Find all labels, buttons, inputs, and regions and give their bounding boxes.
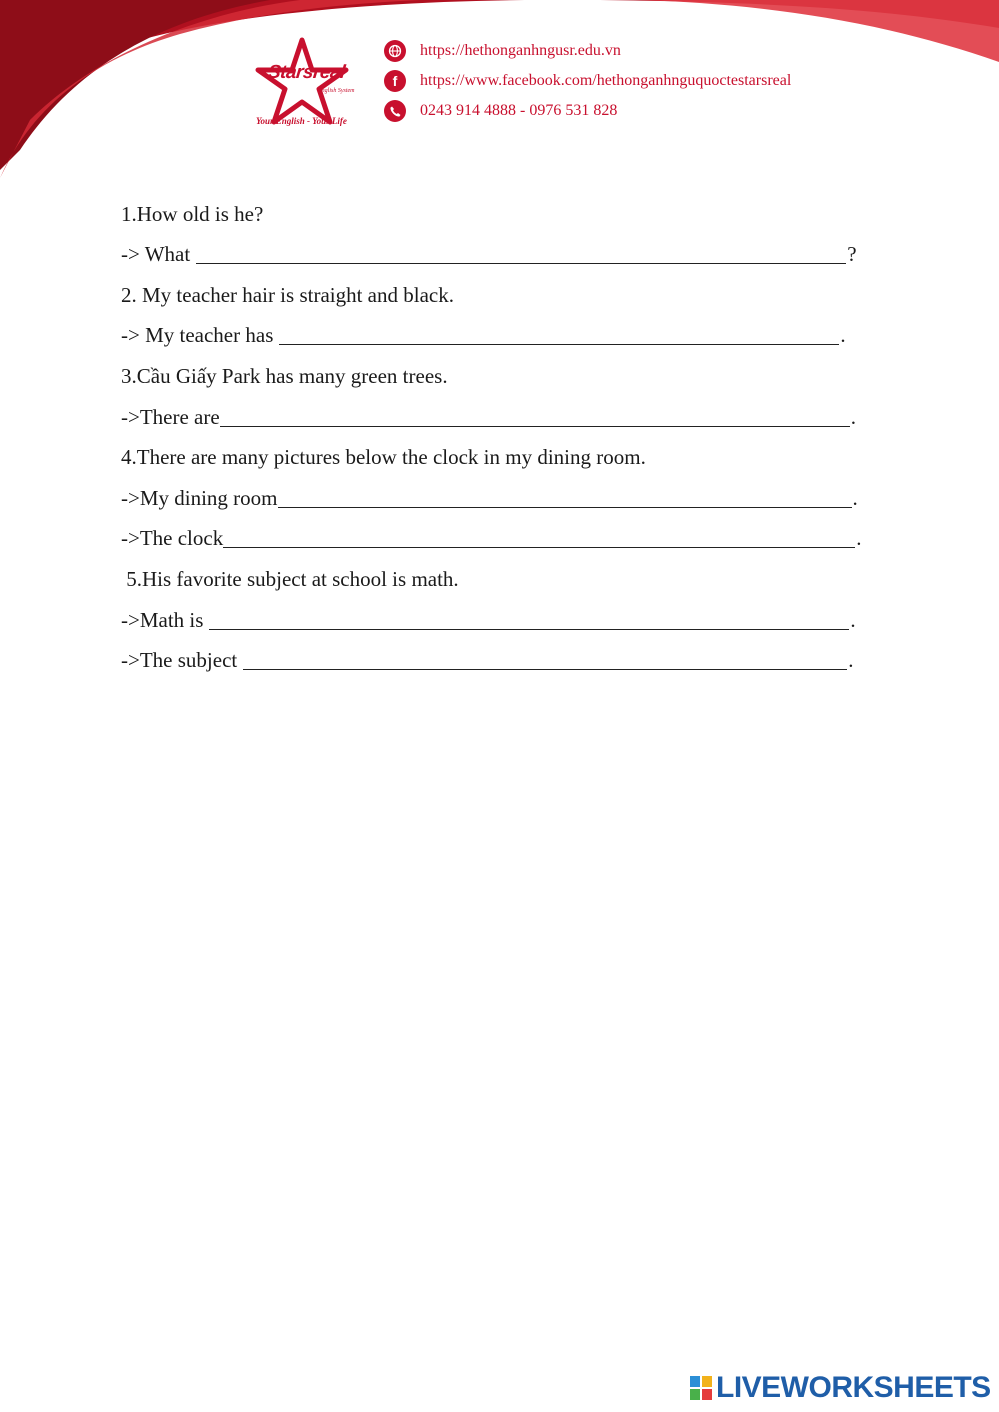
contact-website-text: https://hethonganhngusr.edu.vn	[420, 42, 621, 59]
question-3: 3.Cầu Giấy Park has many green trees.	[121, 363, 448, 388]
liveworksheets-blocks-icon	[690, 1376, 712, 1400]
answer-3: ->There are .	[121, 404, 856, 429]
brand-slogan: Your English - Your Life	[256, 116, 347, 126]
contact-phone-text: 0243 914 4888 - 0976 531 828	[420, 102, 618, 119]
answer-blank[interactable]	[223, 531, 855, 548]
answer-4a: ->My dining room .	[121, 485, 858, 510]
answer-blank[interactable]	[196, 247, 846, 264]
question-5: 5.His favorite subject at school is math.	[121, 566, 459, 591]
answer-4b: ->The clock .	[121, 526, 862, 551]
facebook-icon: f	[384, 70, 406, 92]
answer-2: -> My teacher has .	[121, 323, 846, 348]
contact-facebook[interactable]	[384, 69, 791, 93]
phone-icon	[384, 100, 406, 122]
question-2: 2. My teacher hair is straight and black.	[121, 282, 454, 307]
answer-5a: ->Math is .	[121, 607, 856, 632]
answer-blank[interactable]	[279, 328, 839, 345]
answer-blank[interactable]	[278, 491, 852, 508]
answer-5b: ->The subject .	[121, 648, 854, 673]
answer-blank[interactable]	[243, 653, 847, 670]
question-1: 1.How old is he?	[121, 201, 264, 226]
liveworksheets-logo	[690, 1370, 991, 1406]
answer-blank[interactable]	[220, 410, 850, 427]
answer-1: -> What ?	[121, 242, 857, 267]
question-4: 4.There are many pictures below the clock in my dining room.	[121, 445, 646, 470]
globe-icon	[384, 40, 406, 62]
brand-subtitle: English System	[318, 88, 355, 94]
worksheet	[121, 186, 891, 673]
contact-website[interactable]	[384, 39, 621, 63]
contact-phone[interactable]	[384, 99, 617, 123]
liveworksheets-text: LIVEWORKSHEETS	[716, 1371, 991, 1404]
answer-blank[interactable]	[209, 613, 849, 630]
brand-name: Starsreal	[266, 62, 346, 83]
contact-facebook-text: https://www.facebook.com/hethonganhnguquoctestarsreal	[420, 72, 792, 89]
